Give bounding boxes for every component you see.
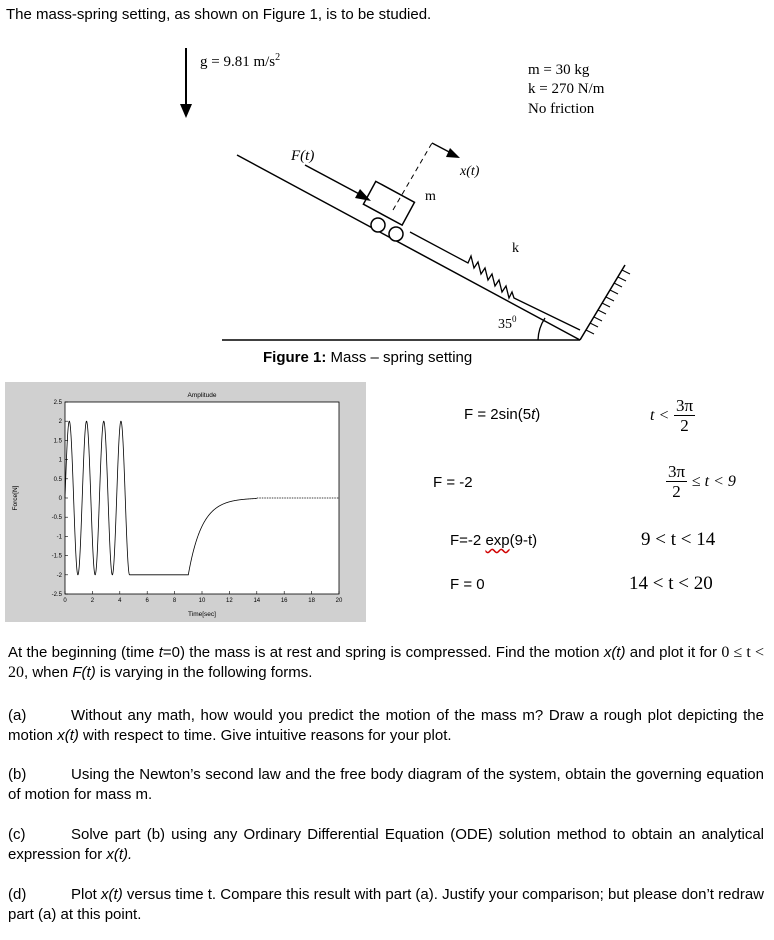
case3-force: F=-2 exp(9-t) bbox=[450, 532, 538, 549]
case2-force: F = -2 bbox=[433, 474, 473, 491]
figure-caption: Figure 1: Mass – spring setting bbox=[263, 349, 473, 366]
gravity-label: g = 9.81 $m/s^2$ bbox=[200, 52, 281, 70]
case4-force: F = 0 bbox=[450, 576, 485, 593]
problem-statement: At the beginning (time t=0) the mass is at rest and spring is compressed. Find the motion x(t) and plot it for 0 ≤ t < 20, when F(t) is varying in the following forms. bbox=[8, 644, 765, 681]
y-tick-label: 0 bbox=[58, 496, 62, 502]
k-label: k bbox=[512, 241, 519, 256]
x-tick-label: 0 bbox=[63, 598, 67, 604]
wheel-left bbox=[371, 218, 385, 232]
y-tick-label: -2 bbox=[56, 572, 62, 579]
y-tick-label: 1 bbox=[58, 457, 62, 464]
y-tick-label: 2.5 bbox=[53, 400, 62, 406]
figure1-diagram bbox=[0, 30, 774, 370]
wheel-right bbox=[389, 227, 403, 241]
case1-force: F = 2sin(5t) bbox=[464, 406, 541, 423]
y-tick-label: -2.5 bbox=[51, 592, 62, 598]
intro-text: The mass-spring setting, as shown on Figure 1, is to be studied. bbox=[6, 6, 432, 23]
part-b: (b) Using the Newton’s second law and the free body diagram of the system, obtain the governing equation of motion for mass m. bbox=[8, 766, 764, 803]
displacement-label: x(t) bbox=[460, 164, 480, 179]
mass-param: m = 30 kg bbox=[528, 62, 590, 78]
x-tick-label: 2 bbox=[90, 598, 95, 604]
plot-title: Amplitude bbox=[187, 392, 217, 399]
mass-block bbox=[363, 181, 414, 225]
force-arrow bbox=[305, 165, 363, 196]
wall-hatching bbox=[586, 270, 630, 334]
x-tick-label: 10 bbox=[198, 598, 206, 604]
part-d: (d) Plot x(t) versus time t. Compare this result with part (a). Justify your comparison; but please don’t redraw part (a) at this point. bbox=[8, 886, 764, 923]
x-tick-label: 16 bbox=[280, 598, 288, 604]
force-label: F(t) bbox=[291, 148, 315, 164]
plot-ylabel: Force[N] bbox=[12, 485, 19, 511]
x-tick-label: 4 bbox=[118, 598, 122, 604]
x-tick-label: 20 bbox=[335, 598, 343, 604]
case3-condition: 9 < t < 14 bbox=[641, 529, 716, 550]
spring bbox=[410, 232, 580, 330]
angle-label: $35^0$ bbox=[498, 314, 517, 332]
case2-condition: $\frac{3\pi}{2}$ ≤ t < 9 bbox=[668, 462, 736, 501]
part-c: (c) Solve part (b) using any Ordinary Differential Equation (ODE) solution method to obtain an analytical expression for x(t). bbox=[8, 826, 764, 863]
x-tick-label: 8 bbox=[172, 598, 177, 604]
y-tick-label: 2 bbox=[58, 419, 62, 426]
part-a: (a) Without any math, how would you predict the motion of the mass m? Draw a rough plot depicting the motion x(t) with respect to time. Give intuitive reasons for your plot. bbox=[8, 707, 764, 744]
case1-condition: t < $\frac{3\pi}{2}$ bbox=[650, 396, 694, 435]
spring-param: k = 270 N/m bbox=[528, 81, 605, 97]
wall-line bbox=[580, 265, 625, 340]
x-tick-label: 6 bbox=[145, 598, 149, 604]
y-tick-label: -1 bbox=[56, 534, 62, 541]
plot-xlabel: Time[sec] bbox=[188, 611, 216, 618]
y-tick-label: 1.5 bbox=[53, 438, 62, 445]
force-plot bbox=[5, 382, 366, 622]
x-tick-label: 18 bbox=[308, 598, 315, 604]
m-label: m bbox=[425, 189, 436, 204]
x-tick-label: 12 bbox=[226, 598, 233, 604]
friction-param: No friction bbox=[528, 101, 595, 117]
y-tick-label: 0.5 bbox=[53, 476, 62, 483]
case4-condition: 14 < t < 20 bbox=[629, 573, 713, 594]
y-tick-label: -0.5 bbox=[51, 515, 62, 522]
x-tick-label: 14 bbox=[253, 598, 261, 604]
y-tick-label: -1.5 bbox=[51, 553, 62, 560]
